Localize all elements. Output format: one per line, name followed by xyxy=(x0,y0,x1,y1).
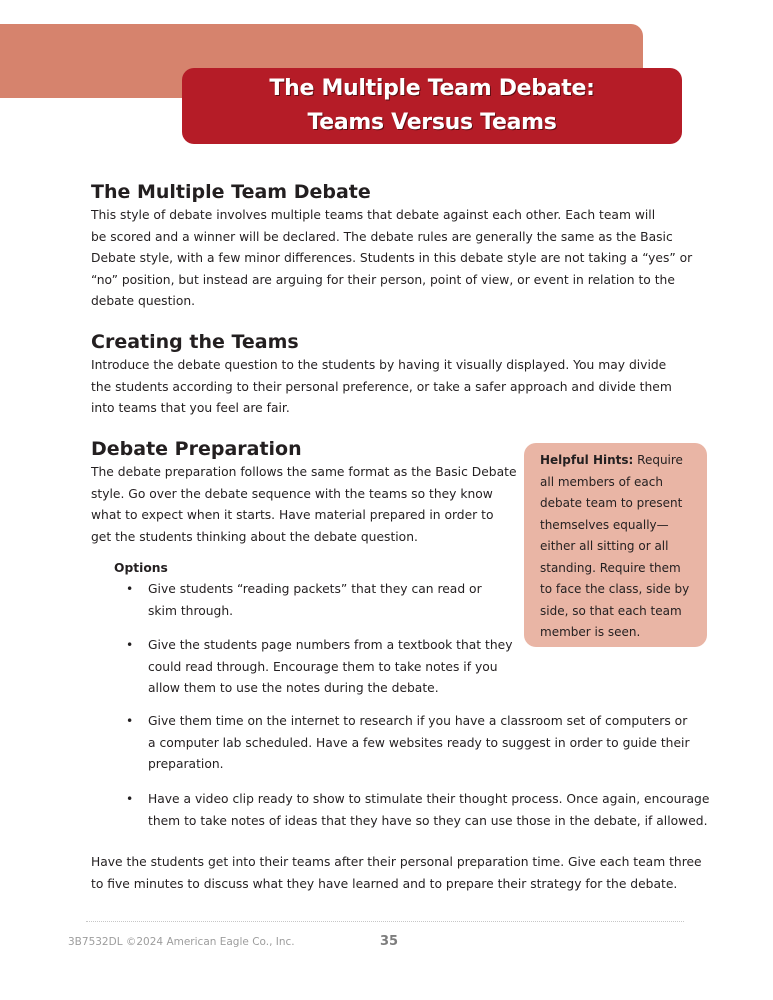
text-line: into teams that you feel are fair. xyxy=(91,401,290,415)
footer-copyright: 3B7532DL ©2024 American Eagle Co., Inc. xyxy=(68,936,295,948)
text-line: them to take notes of ideas that they have so they can use those in the debate, if allowed. xyxy=(148,813,708,828)
text-line: preparation. xyxy=(148,757,224,771)
title-banner xyxy=(182,68,682,144)
page-title-line-1: The Multiple Team Debate: xyxy=(269,76,595,101)
text-line: “no” position, but instead are arguing for their person, point of view, or event in relation to the xyxy=(91,272,675,287)
text-line: could read through. Encourage them to take notes if you xyxy=(148,659,498,674)
options-label: Options xyxy=(114,561,168,575)
list-item xyxy=(126,579,482,622)
hint-first-line xyxy=(540,450,697,472)
bullet-icon: • xyxy=(126,714,134,728)
text-line: skim through. xyxy=(148,603,234,618)
text-line: standing. Require them xyxy=(540,560,681,575)
heading-creating-teams: Creating the Teams xyxy=(91,331,299,353)
text-line: debate team to present xyxy=(540,496,683,510)
text-line: This style of debate involves multiple teams that debate against each other. Each team will xyxy=(91,208,656,222)
text-line: Have the students get into their teams after their personal preparation time. Give each team three xyxy=(91,855,702,869)
text-line: Have a video clip ready to show to stimulate their thought process. Once again, encourage xyxy=(148,792,710,806)
text-line: debate question. xyxy=(91,294,196,308)
text-line: Give students “reading packets” that they can read or xyxy=(148,582,482,596)
helpful-hints-box xyxy=(524,443,707,647)
text-line: Give the students page numbers from a textbook that they xyxy=(148,638,513,652)
text-line: to face the class, side by xyxy=(540,582,690,596)
hint-label: Helpful Hints: xyxy=(540,453,634,467)
helpful-hints-text xyxy=(540,450,697,644)
text-line: either all sitting or all xyxy=(540,539,669,553)
list-item xyxy=(126,711,690,776)
text-line: Debate style, with a few minor differences. Students in this debate style are not taking a “yes” or xyxy=(91,251,693,265)
heading-debate-preparation: Debate Preparation xyxy=(91,438,302,460)
text-line: allow them to use the notes during the debate. xyxy=(148,681,439,695)
text-line: themselves equally— xyxy=(540,517,669,532)
text-line: side, so that each team xyxy=(540,603,682,618)
text-line: member is seen. xyxy=(540,625,641,639)
text-line: style. Go over the debate sequence with the teams so they know xyxy=(91,486,493,501)
text-line: be scored and a winner will be declared. The debate rules are generally the same as the Basic xyxy=(91,229,673,244)
heading-multiple-team-debate: The Multiple Team Debate xyxy=(91,181,371,203)
hint-first-line-rest: Require xyxy=(633,453,683,467)
paragraph-preparation xyxy=(91,462,517,548)
paragraph-creating-teams xyxy=(91,355,672,420)
text-line: Introduce the debate question to the students by having it visually displayed. You may divide xyxy=(91,358,667,372)
text-line: to five minutes to discuss what they have learned and to prepare their strategy for the debate. xyxy=(91,876,678,891)
text-line: all members of each xyxy=(540,474,663,489)
text-line: the students according to their personal preference, or take a safer approach and divide them xyxy=(91,379,672,394)
footer-divider xyxy=(86,921,684,922)
page-title-line-2: Teams Versus Teams xyxy=(307,110,557,135)
text-line: Give them time on the internet to research if you have a classroom set of computers or xyxy=(148,714,688,728)
paragraph-closing xyxy=(91,852,702,895)
bullet-icon: • xyxy=(126,792,134,806)
bullet-icon: • xyxy=(126,638,134,652)
text-line: a computer lab scheduled. Have a few websites ready to suggest in order to guide their xyxy=(148,735,690,750)
list-item xyxy=(126,789,709,832)
text-line: what to expect when it starts. Have material prepared in order to xyxy=(91,508,494,522)
list-item xyxy=(126,635,513,700)
page-number: 35 xyxy=(380,934,399,949)
bullet-icon: • xyxy=(126,582,134,596)
text-line: get the students thinking about the debate question. xyxy=(91,529,418,544)
paragraph-multiple-team xyxy=(91,205,692,313)
text-line: The debate preparation follows the same format as the Basic Debate xyxy=(91,465,517,479)
